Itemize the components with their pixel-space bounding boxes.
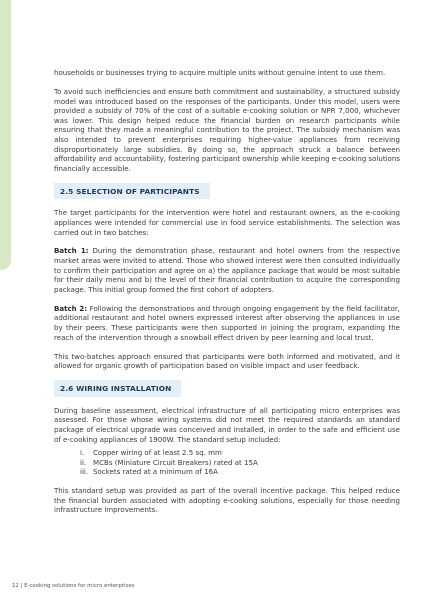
paragraph-continued: households or businesses trying to acquire multiple units without genuine intent to use them. <box>54 68 386 77</box>
section-heading-selection: 2.5 SELECTION OF PARTICIPANTS <box>54 183 210 200</box>
list-item-number: iii. <box>80 467 89 477</box>
standard-setup-list <box>54 448 400 477</box>
page-footer: 12 | E-cooking solutions for micro enterprises <box>12 583 135 589</box>
list-item-text: Sockets rated at a minimum of 16A <box>93 467 218 477</box>
batch-2-text: Following the demonstrations and through ongoing engagement by the field facilitator, additional restaurant and hotel owners expressed interest after observing the appliances in use by their peers. These participants were then supported in joining the program, expanding the reach of the intervention through a snowball effect driven by peer learning and local trust. <box>54 303 401 342</box>
list-item <box>80 458 400 468</box>
list-item-text: MCBs (Miniature Circuit Breakers) rated at 15A <box>93 457 258 467</box>
batch-1-text: During the demonstration phase, restaurant and hotel owners from the respective market areas were invited to attend. Those who showed interest were then consulted individually to confirm their participation and agree on a) the appliance package that would be most suitable for their daily menu and b) the level of their financial contribution to acquire the corresponding package. This initial group formed the first cohort of adopters. <box>54 246 400 294</box>
list-item <box>80 467 400 477</box>
paragraph-wiring-closing: This standard setup was provided as part of the overall incentive package. This helped reduce the financial burden associated with adopting e-cooking solutions, especially for those needing infrastructure improvements. <box>54 485 400 515</box>
list-item-number: i. <box>80 448 85 458</box>
paragraph-batch-2 <box>54 304 400 342</box>
paragraph-wiring-intro: During baseline assessment, electrical infrastructure of all participating micro enterprises was assessed. For those whose wiring systems did not meet the required standards an standard package of electrical upgrade was conceived and installed, in order to the safe and efficient use of e-cooking appliances of 1900W. The standard setup included: <box>54 405 400 444</box>
paragraph-batch-1 <box>54 246 400 294</box>
paragraph-selection-closing: This two-batches approach ensured that participants were both informed and motivated, and it allowed for organic growth of participation based on visible impact and user feedback. <box>54 351 400 371</box>
page-content <box>54 68 400 524</box>
paragraph-selection-intro: The target participants for the intervention were hotel and restaurant owners, as the e-cooking appliances were intended for commercial use in food service establishments. The selection was carried out in two batches: <box>54 208 400 237</box>
batch-1-label: Batch 1: <box>54 246 89 256</box>
section-heading-wiring: 2.6 WIRING INSTALLATION <box>54 380 181 397</box>
list-item <box>80 448 400 458</box>
list-item-number: ii. <box>80 457 87 467</box>
paragraph-subsidy-model: To avoid such inefficiencies and ensure both commitment and sustainability, a structured subsidy model was introduced based on the responses of the participants. Under this model, users were provided a subsidy of 70% of the cost of a suitable e-cooking solution or NPR 7,000, whichever was lower. This design helped reduce the financial burden on research participants while ensuring that they made a meaningful contribution to the project. The subsidy mechanism was also intended to prevent enterprises requiring higher-value appliances from receiving disproportionately large subsidies. By doing so, the approach struck a balance between affordability and accountability, fostering participant ownership while keeping e-cooking solutions financially accessible. <box>54 86 400 173</box>
batch-2-label: Batch 2: <box>54 303 88 313</box>
list-item-text: Copper wiring of at least 2.5 sq. mm <box>93 448 222 458</box>
decorative-side-bar <box>0 0 11 270</box>
